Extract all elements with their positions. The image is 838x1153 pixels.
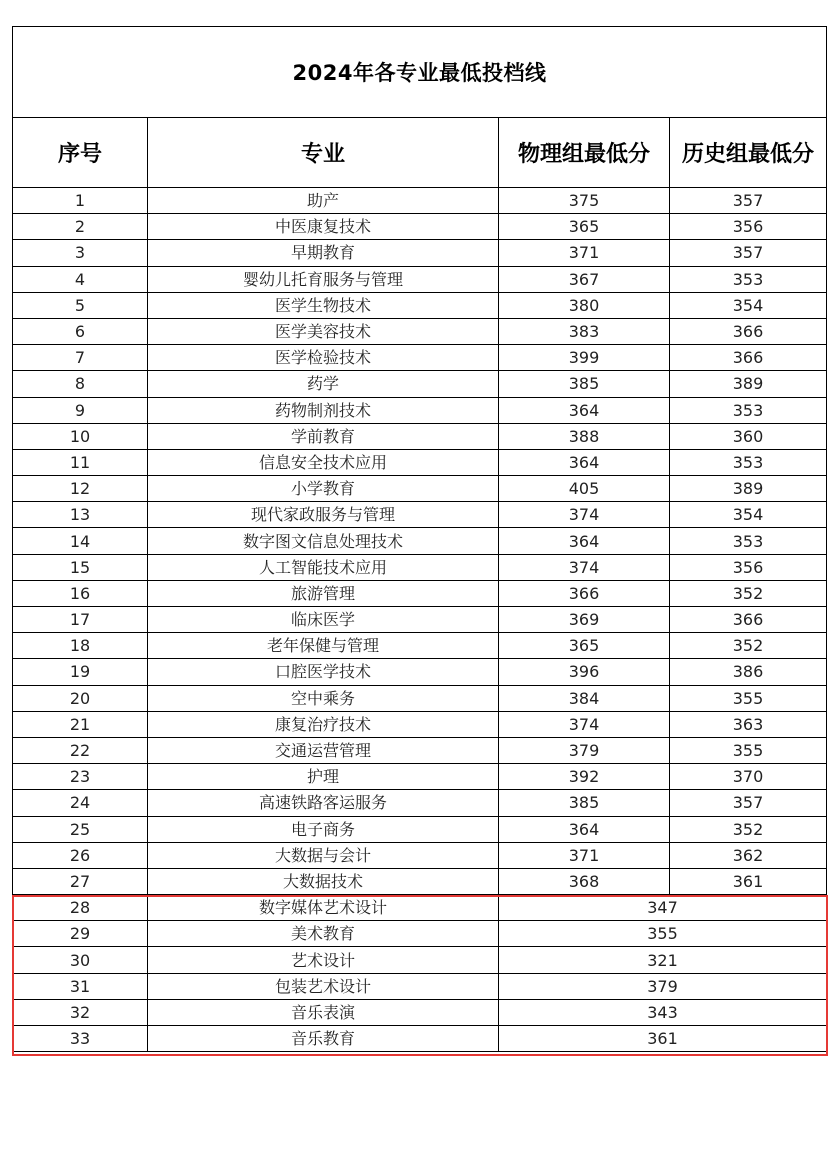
row-major: 医学检验技术: [148, 345, 499, 371]
header-index: 序号: [13, 118, 148, 188]
row-index: 16: [13, 580, 148, 606]
title-row: [13, 27, 827, 118]
row-index: 1: [13, 188, 148, 214]
row-major: 艺术设计: [148, 947, 499, 973]
row-history-score: 366: [670, 607, 827, 633]
row-physics-score: 364: [499, 816, 670, 842]
table-row: [13, 188, 827, 214]
row-physics-score: 365: [499, 214, 670, 240]
row-combined-score: 347: [499, 895, 827, 921]
row-physics-score: 366: [499, 580, 670, 606]
row-history-score: 354: [670, 292, 827, 318]
row-major: 电子商务: [148, 816, 499, 842]
table-row: [13, 659, 827, 685]
row-major: 数字图文信息处理技术: [148, 528, 499, 554]
table-row-art: [13, 921, 827, 947]
row-index: 4: [13, 266, 148, 292]
row-history-score: 352: [670, 580, 827, 606]
table-row: [13, 423, 827, 449]
row-history-score: 354: [670, 502, 827, 528]
row-index: 26: [13, 842, 148, 868]
row-physics-score: 371: [499, 842, 670, 868]
row-physics-score: 399: [499, 345, 670, 371]
row-index: 19: [13, 659, 148, 685]
row-major: 美术教育: [148, 921, 499, 947]
row-index: 33: [13, 1026, 148, 1052]
row-major: 音乐教育: [148, 1026, 499, 1052]
row-index: 15: [13, 554, 148, 580]
row-index: 3: [13, 240, 148, 266]
row-history-score: 360: [670, 423, 827, 449]
table-row-art: [13, 973, 827, 999]
row-physics-score: 385: [499, 790, 670, 816]
header-major: 专业: [148, 118, 499, 188]
header-row: [13, 118, 827, 188]
row-physics-score: 380: [499, 292, 670, 318]
row-index: 31: [13, 973, 148, 999]
row-index: 30: [13, 947, 148, 973]
row-index: 28: [13, 895, 148, 921]
table-row: [13, 397, 827, 423]
row-major: 旅游管理: [148, 580, 499, 606]
table-row-art: [13, 1026, 827, 1052]
row-major: 护理: [148, 764, 499, 790]
table-row: [13, 240, 827, 266]
row-physics-score: 374: [499, 502, 670, 528]
row-major: 高速铁路客运服务: [148, 790, 499, 816]
score-table: [12, 26, 827, 1052]
table-row: [13, 476, 827, 502]
row-history-score: 362: [670, 842, 827, 868]
row-physics-score: 388: [499, 423, 670, 449]
table-row: [13, 214, 827, 240]
row-physics-score: 383: [499, 318, 670, 344]
row-major: 大数据技术: [148, 868, 499, 894]
row-major: 交通运营管理: [148, 737, 499, 763]
row-major: 信息安全技术应用: [148, 449, 499, 475]
row-major: 康复治疗技术: [148, 711, 499, 737]
row-history-score: 353: [670, 397, 827, 423]
row-history-score: 366: [670, 345, 827, 371]
table-row: [13, 554, 827, 580]
row-index: 10: [13, 423, 148, 449]
row-history-score: 370: [670, 764, 827, 790]
row-index: 8: [13, 371, 148, 397]
table-row: [13, 607, 827, 633]
table-row: [13, 449, 827, 475]
table-row: [13, 580, 827, 606]
table-row: [13, 528, 827, 554]
row-history-score: 361: [670, 868, 827, 894]
row-physics-score: 364: [499, 397, 670, 423]
row-index: 13: [13, 502, 148, 528]
row-major: 人工智能技术应用: [148, 554, 499, 580]
row-physics-score: 368: [499, 868, 670, 894]
row-index: 21: [13, 711, 148, 737]
row-major: 数字媒体艺术设计: [148, 895, 499, 921]
row-index: 14: [13, 528, 148, 554]
row-history-score: 355: [670, 737, 827, 763]
row-index: 22: [13, 737, 148, 763]
table-row: [13, 371, 827, 397]
row-index: 18: [13, 633, 148, 659]
row-index: 2: [13, 214, 148, 240]
table-row: [13, 685, 827, 711]
row-major: 药物制剂技术: [148, 397, 499, 423]
row-major: 老年保健与管理: [148, 633, 499, 659]
header-physics: 物理组最低分: [499, 118, 670, 188]
row-history-score: 353: [670, 266, 827, 292]
row-major: 现代家政服务与管理: [148, 502, 499, 528]
row-physics-score: 364: [499, 449, 670, 475]
row-combined-score: 355: [499, 921, 827, 947]
row-history-score: 356: [670, 554, 827, 580]
row-major: 学前教育: [148, 423, 499, 449]
table-row: [13, 711, 827, 737]
row-physics-score: 375: [499, 188, 670, 214]
row-index: 7: [13, 345, 148, 371]
row-major: 空中乘务: [148, 685, 499, 711]
row-major: 医学美容技术: [148, 318, 499, 344]
row-major: 临床医学: [148, 607, 499, 633]
score-table-sheet: [12, 26, 826, 1052]
table-row: [13, 292, 827, 318]
row-physics-score: 371: [499, 240, 670, 266]
row-major: 药学: [148, 371, 499, 397]
row-index: 27: [13, 868, 148, 894]
row-physics-score: 405: [499, 476, 670, 502]
row-physics-score: 367: [499, 266, 670, 292]
row-index: 9: [13, 397, 148, 423]
row-major: 助产: [148, 188, 499, 214]
row-combined-score: 321: [499, 947, 827, 973]
row-history-score: 357: [670, 790, 827, 816]
table-row: [13, 345, 827, 371]
row-major: 口腔医学技术: [148, 659, 499, 685]
row-index: 6: [13, 318, 148, 344]
row-index: 20: [13, 685, 148, 711]
row-physics-score: 365: [499, 633, 670, 659]
row-major: 大数据与会计: [148, 842, 499, 868]
row-history-score: 356: [670, 214, 827, 240]
row-major: 早期教育: [148, 240, 499, 266]
table-title: 2024年各专业最低投档线: [13, 27, 827, 118]
row-major: 婴幼儿托育服务与管理: [148, 266, 499, 292]
table-row: [13, 868, 827, 894]
row-physics-score: 379: [499, 737, 670, 763]
row-history-score: 386: [670, 659, 827, 685]
table-row: [13, 318, 827, 344]
table-row: [13, 266, 827, 292]
row-index: 24: [13, 790, 148, 816]
row-history-score: 389: [670, 371, 827, 397]
row-physics-score: 396: [499, 659, 670, 685]
row-history-score: 355: [670, 685, 827, 711]
row-combined-score: 343: [499, 999, 827, 1025]
row-history-score: 352: [670, 816, 827, 842]
table-row: [13, 502, 827, 528]
row-physics-score: 369: [499, 607, 670, 633]
table-row: [13, 633, 827, 659]
row-major: 音乐表演: [148, 999, 499, 1025]
row-history-score: 357: [670, 188, 827, 214]
row-history-score: 389: [670, 476, 827, 502]
row-major: 医学生物技术: [148, 292, 499, 318]
row-major: 小学教育: [148, 476, 499, 502]
row-history-score: 366: [670, 318, 827, 344]
table-row-art: [13, 947, 827, 973]
header-history: 历史组最低分: [670, 118, 827, 188]
row-physics-score: 364: [499, 528, 670, 554]
row-index: 32: [13, 999, 148, 1025]
table-row-art: [13, 999, 827, 1025]
row-history-score: 363: [670, 711, 827, 737]
row-major: 包装艺术设计: [148, 973, 499, 999]
row-history-score: 352: [670, 633, 827, 659]
table-body: [13, 188, 827, 1052]
row-index: 11: [13, 449, 148, 475]
row-index: 25: [13, 816, 148, 842]
row-index: 12: [13, 476, 148, 502]
row-index: 5: [13, 292, 148, 318]
row-combined-score: 361: [499, 1026, 827, 1052]
table-row: [13, 842, 827, 868]
row-history-score: 353: [670, 528, 827, 554]
table-row: [13, 764, 827, 790]
row-history-score: 357: [670, 240, 827, 266]
table-row-art: [13, 895, 827, 921]
row-index: 29: [13, 921, 148, 947]
row-history-score: 353: [670, 449, 827, 475]
table-row: [13, 790, 827, 816]
row-index: 23: [13, 764, 148, 790]
row-physics-score: 384: [499, 685, 670, 711]
row-physics-score: 374: [499, 554, 670, 580]
row-combined-score: 379: [499, 973, 827, 999]
table-row: [13, 816, 827, 842]
row-major: 中医康复技术: [148, 214, 499, 240]
row-physics-score: 374: [499, 711, 670, 737]
table-row: [13, 737, 827, 763]
row-physics-score: 385: [499, 371, 670, 397]
row-physics-score: 392: [499, 764, 670, 790]
row-index: 17: [13, 607, 148, 633]
